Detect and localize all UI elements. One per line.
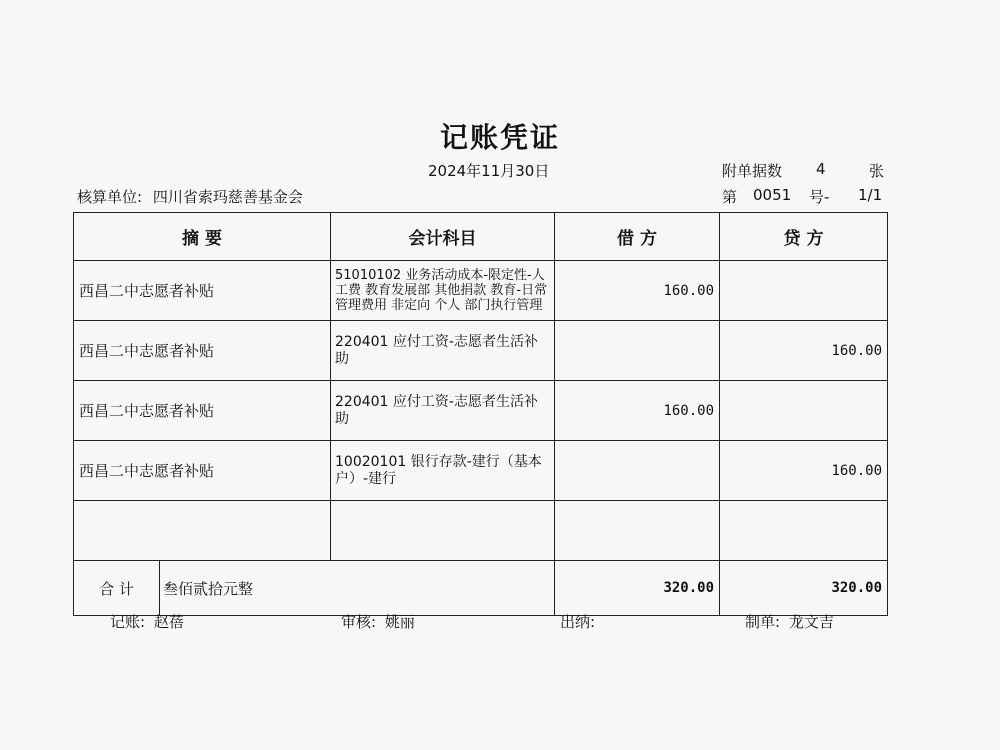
voucher-date: 2024年11月30日 bbox=[428, 162, 550, 180]
row-summary: 西昌二中志愿者补贴 bbox=[74, 321, 331, 381]
row-credit bbox=[720, 261, 888, 321]
preparer-name: 龙文吉 bbox=[788, 613, 834, 631]
voucher-table bbox=[73, 212, 888, 616]
header-account: 会计科目 bbox=[331, 213, 555, 261]
total-amount-words: 叁佰贰拾元整 bbox=[160, 561, 555, 616]
attachment-label: 附单据数 bbox=[722, 162, 783, 180]
header-credit: 贷 方 bbox=[720, 213, 888, 261]
row-account: 51010102 业务活动成本-限定性-人工费 教育发展部 其他捐款 教育-日常管理费用 非定向 个人 部门执行管理 bbox=[331, 261, 555, 321]
reviewer-label: 审核: bbox=[341, 613, 377, 631]
bookkeeper-name: 赵蓓 bbox=[153, 613, 184, 631]
row-credit bbox=[720, 381, 888, 441]
bookkeeper-label: 记账: bbox=[110, 613, 146, 631]
total-credit: 320.00 bbox=[720, 561, 888, 616]
preparer-label: 制单: bbox=[745, 613, 781, 631]
row-account bbox=[331, 501, 555, 561]
header-debit: 借 方 bbox=[555, 213, 720, 261]
table-row bbox=[74, 321, 888, 381]
row-debit: 160.00 bbox=[555, 261, 720, 321]
row-debit bbox=[555, 501, 720, 561]
voucher-title: 记账凭证 bbox=[439, 121, 560, 154]
row-credit bbox=[720, 501, 888, 561]
total-debit: 320.00 bbox=[555, 561, 720, 616]
attachment-number: 4 bbox=[816, 160, 826, 178]
preparer bbox=[745, 611, 834, 632]
accounting-unit-value: 四川省索玛慈善基金会 bbox=[152, 188, 303, 206]
row-debit bbox=[555, 321, 720, 381]
bookkeeper bbox=[110, 611, 184, 632]
voucher-number-value: 0051 bbox=[753, 186, 792, 204]
accounting-unit-label: 核算单位: bbox=[77, 188, 143, 206]
row-account: 220401 应付工资-志愿者生活补助 bbox=[331, 381, 555, 441]
voucher-page: 1/1 bbox=[858, 186, 883, 204]
row-credit: 160.00 bbox=[720, 441, 888, 501]
row-summary: 西昌二中志愿者补贴 bbox=[74, 261, 331, 321]
row-summary: 西昌二中志愿者补贴 bbox=[74, 441, 331, 501]
cashier bbox=[560, 611, 599, 632]
row-account: 10020101 银行存款-建行（基本户）-建行 bbox=[331, 441, 555, 501]
table-row bbox=[74, 261, 888, 321]
reviewer bbox=[341, 611, 415, 632]
row-account: 220401 应付工资-志愿者生活补助 bbox=[331, 321, 555, 381]
header-summary: 摘 要 bbox=[74, 213, 331, 261]
reviewer-name: 姚丽 bbox=[384, 613, 415, 631]
row-summary: 西昌二中志愿者补贴 bbox=[74, 381, 331, 441]
cashier-label: 出纳: bbox=[560, 613, 596, 631]
table-row bbox=[74, 441, 888, 501]
accounting-unit bbox=[77, 186, 303, 207]
total-label: 合 计 bbox=[74, 561, 160, 616]
table-row bbox=[74, 381, 888, 441]
row-debit bbox=[555, 441, 720, 501]
table-row-empty bbox=[74, 501, 888, 561]
row-debit: 160.00 bbox=[555, 381, 720, 441]
attachment-unit: 张 bbox=[869, 162, 885, 180]
voucher-number-suffix: 号- bbox=[809, 188, 830, 206]
total-row bbox=[74, 561, 888, 616]
row-summary bbox=[74, 501, 331, 561]
row-credit: 160.00 bbox=[720, 321, 888, 381]
voucher-number-prefix: 第 bbox=[722, 188, 738, 206]
